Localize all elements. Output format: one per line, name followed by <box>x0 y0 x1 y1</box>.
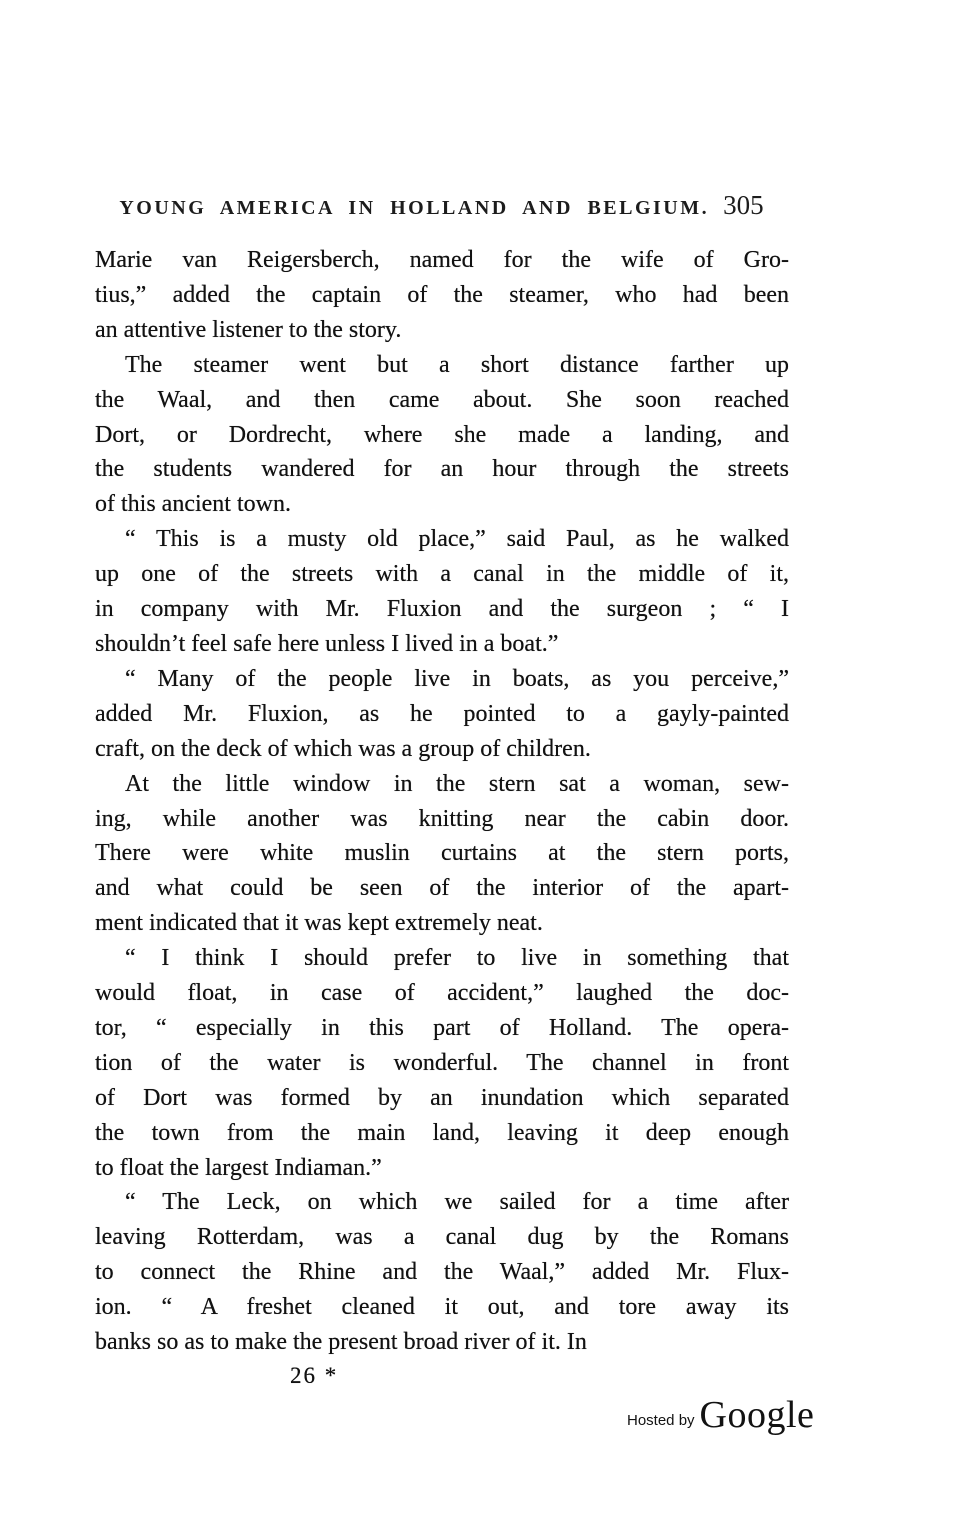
text-line: At the little window in the stern sat a woman, sew- <box>125 770 789 797</box>
text-line: the Waal, and then came about. She soon reached <box>95 386 789 413</box>
text-line: Dort, or Dordrecht, where she made a landing, and <box>95 421 789 448</box>
page-body <box>95 243 789 1360</box>
paragraph <box>95 348 789 523</box>
paragraph <box>95 243 789 348</box>
text-line: an attentive listener to the story. <box>95 316 402 343</box>
paragraph <box>95 767 789 942</box>
text-line: added Mr. Fluxion, as he pointed to a gayly-painted <box>95 700 789 727</box>
text-line: to float the largest Indiaman.” <box>95 1154 382 1181</box>
text-line: shouldn’t feel safe here unless I lived in a boat.” <box>95 630 559 657</box>
text-line: craft, on the deck of which was a group of children. <box>95 735 591 762</box>
text-line: ing, while another was knitting near the cabin door. <box>95 805 789 832</box>
text-line: to connect the Rhine and the Waal,” added Mr. Flux- <box>95 1259 789 1286</box>
page-number: 305 <box>723 190 764 220</box>
text-line: would float, in case of accident,” laughed the doc- <box>95 980 789 1007</box>
text-line: the students wandered for an hour through the streets <box>95 456 789 483</box>
paragraph <box>95 1185 789 1360</box>
text-line: tion of the water is wonderful. The channel in front <box>95 1049 789 1076</box>
text-line: of this ancient town. <box>95 491 291 518</box>
text-line: the town from the main land, leaving it deep enough <box>95 1119 789 1146</box>
text-line: banks so as to make the present broad river of it. In <box>95 1329 587 1356</box>
text-line: tor, “ especially in this part of Holland. The opera- <box>95 1014 789 1041</box>
text-line: leaving Rotterdam, was a canal dug by the Romans <box>95 1224 789 1251</box>
text-line: tius,” added the captain of the steamer, who had been <box>95 281 789 308</box>
text-line: Marie van Reigersberch, named for the wife of Gro- <box>95 247 789 273</box>
text-line: “ This is a musty old place,” said Paul, as he walked <box>125 526 789 553</box>
text-line: “ I think I should prefer to live in something that <box>125 945 789 972</box>
text-line: in company with Mr. Fluxion and the surgeon ; “ I <box>95 596 789 623</box>
text-line: ion. “ A freshet cleaned it out, and tore away its <box>95 1294 789 1321</box>
text-line: The steamer went but a short distance farther up <box>125 351 789 378</box>
text-line: There were white muslin curtains at the stern ports, <box>95 840 789 867</box>
text-line: of Dort was formed by an inundation which separated <box>95 1084 789 1111</box>
paragraph <box>95 662 789 767</box>
text-line: “ The Leck, on which we sailed for a time after <box>125 1189 789 1216</box>
text-line: “ Many of the people live in boats, as you perceive,” <box>125 665 789 692</box>
paragraph <box>95 522 789 662</box>
paragraph <box>95 941 789 1185</box>
text-line: up one of the streets with a canal in the middle of it, <box>95 561 789 588</box>
running-title: YOUNG AMERICA IN HOLLAND AND BELGIUM. <box>119 197 710 219</box>
text-line: and what could be seen of the interior of the apart- <box>95 875 789 902</box>
google-logo: Google <box>699 1394 815 1436</box>
hosted-by-label: Hosted by <box>627 1411 695 1429</box>
page-header <box>95 190 788 221</box>
signature-mark: 26 * <box>290 1363 339 1388</box>
text-line: ment indicated that it was kept extremely neat. <box>95 910 543 937</box>
hosted-by-google <box>627 1393 814 1437</box>
